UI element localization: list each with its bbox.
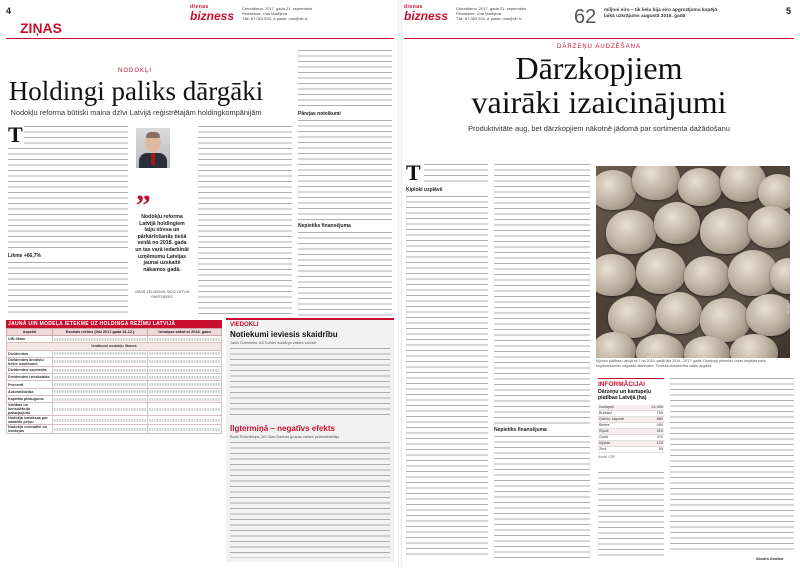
table-row: Kartupeļi 24 300 bbox=[599, 405, 663, 410]
subhead-box bbox=[494, 426, 590, 434]
right-text-col3-b bbox=[598, 472, 664, 558]
subhead-kiploki: Ķiploki uzplāvē bbox=[406, 187, 443, 193]
stat-number: 62 bbox=[574, 6, 597, 28]
subhead-parejas: Pārejas noteikumi bbox=[298, 111, 341, 117]
stat-text: miljoni eiro – tik liela bija eiro apgrozījuma kopējā laikā uzkrājums augustā 2016. gadā bbox=[604, 8, 718, 19]
tax-impact-table bbox=[6, 328, 222, 434]
meta-line: Redaktore: Una Malējeva bbox=[242, 11, 288, 16]
article-headline: Holdingi paliks dārgāki bbox=[8, 76, 264, 106]
brand-big: bizness bbox=[190, 9, 235, 23]
article-dropcap: T bbox=[8, 122, 23, 147]
table-row: Procenti bbox=[7, 381, 222, 388]
table-row: Dividendes izmaksātās bbox=[7, 374, 222, 381]
right-headline-line2: vairāki izaicinājumi bbox=[471, 84, 727, 120]
body-text-col1-b bbox=[8, 262, 128, 316]
table-band-row: Ienākumi nodokļu likmes bbox=[7, 343, 222, 350]
table-row: Kapitāla pieaugums bbox=[7, 396, 222, 403]
table-header: Izmaiņas sākot ar 2018. gadu bbox=[148, 329, 222, 336]
photo-credit: FOTO: DB bbox=[786, 300, 790, 315]
opinion-author-2: Bodo Rosinštejns, AS Glas Bankas grupas valdes priekšsēdētājs bbox=[230, 435, 340, 439]
info-source: Avots: CSP bbox=[598, 454, 616, 459]
right-header-meta bbox=[456, 6, 546, 21]
opinion-text-1 bbox=[230, 348, 390, 418]
section-label: ZIŅAS bbox=[20, 20, 62, 36]
body-text-col4 bbox=[298, 120, 392, 220]
opinion-text-2 bbox=[230, 442, 390, 558]
table-row: UIN likme bbox=[7, 336, 222, 343]
table-row: Bietes 450 bbox=[599, 423, 663, 428]
right-brand-logo bbox=[404, 5, 448, 22]
table-row: Gurķi 370 bbox=[599, 435, 663, 440]
right-article-kicker: DĀRZEŅU AUDZĒŠANA bbox=[556, 44, 641, 50]
tax-table-title: JAUNĀ UIN MODEĻA IETEKME UZ HOLDINGA REŽĪMU LATVIJĀ bbox=[6, 320, 222, 328]
body-text-col3 bbox=[198, 126, 292, 316]
article-byline: Sandra Dzalina bbox=[756, 557, 784, 561]
table-row: Vadības un konsultāciju pakalpojumi bbox=[7, 403, 222, 416]
table-row: Dividendes bbox=[7, 350, 222, 357]
table-row: Dividendes ārvalstu tiešie uzņēmumi bbox=[7, 357, 222, 366]
table-row: Autoratlīdzība bbox=[7, 388, 222, 395]
right-text-col1 bbox=[406, 196, 488, 558]
subhead-nepietiks: Nepietiks finansējuma bbox=[298, 223, 351, 229]
body-text-col1-top bbox=[24, 126, 128, 146]
photo-caption: Ķiploku platības Latvijā uz 1 ha 2016. gadā bija 2014.–2017. gadā. Dārzkopji pilnveido ražas iespējas pašu nepieciešamību saglabāt dārzeņiem. Tiesiskā aizsardzība valsts apgādā. bbox=[596, 359, 767, 368]
right-text-col2-b bbox=[494, 436, 590, 558]
right-page-number: 5 bbox=[786, 6, 792, 16]
opinion-headline-1: Notiekumi ieviesis skaidrību bbox=[230, 330, 338, 339]
pullquote-credit: JĀNIS ZELMENIS, BDO LATVIA PARTNERIS bbox=[134, 290, 190, 299]
left-header-meta bbox=[242, 6, 332, 21]
table-row: Burkāni 760 bbox=[599, 411, 663, 416]
subhead-box bbox=[298, 110, 392, 118]
table-row: Dividendes saņemtās bbox=[7, 366, 222, 373]
subhead-box bbox=[406, 186, 488, 194]
author-portrait bbox=[136, 128, 170, 168]
right-text-col4 bbox=[670, 378, 794, 554]
table-row: Nodokļu normatīvi un izmaiņas bbox=[7, 425, 222, 434]
brand-small: dienas bbox=[404, 4, 423, 10]
meta-line: Redaktore: Una Malējeva bbox=[456, 11, 502, 16]
table-row: Nodokļa izmaksas par sadalīto peļņu bbox=[7, 416, 222, 425]
right-text-col2 bbox=[494, 164, 590, 424]
left-brand-logo bbox=[190, 5, 234, 22]
section-rule bbox=[6, 38, 394, 39]
right-article-deck: Produktivitāte aug, bet dārzkopjiem nākotnē jādomā par sortimenta dažādošanu bbox=[468, 124, 730, 133]
right-dropcap: T bbox=[406, 160, 421, 185]
opinion-kicker: VIEDOKLI bbox=[230, 322, 259, 328]
subhead-box bbox=[298, 222, 392, 230]
brand-big: bizness bbox=[404, 9, 449, 23]
info-table bbox=[598, 405, 664, 453]
right-headline-line1: Dārzkopjiem bbox=[515, 50, 683, 86]
right-section-rule bbox=[404, 38, 794, 39]
brand-small: dienas bbox=[190, 4, 209, 10]
table-header: Aspekti bbox=[7, 329, 53, 336]
meta-line: Ceturtdiena, 2017. gada 21. septembris bbox=[242, 6, 313, 11]
table-row: Sīpoli 410 bbox=[599, 429, 663, 434]
info-title: Dārzeņu un kartupeļu platības Latvijā (ha) bbox=[598, 389, 652, 402]
body-text-col4-top bbox=[298, 50, 392, 108]
body-text-col4-b bbox=[298, 232, 392, 316]
subhead-nepietiks-right: Nepietiks finansējuma bbox=[494, 427, 547, 433]
article-deck: Nodokļu reforma būtiski maina dzīvi Latvijā reģistrētajām holdingkompānijām bbox=[10, 108, 262, 117]
left-page-number: 4 bbox=[6, 6, 12, 16]
page-gutter bbox=[398, 0, 402, 568]
quote-mark-icon: „ bbox=[136, 174, 151, 207]
garlic-photo bbox=[596, 166, 790, 358]
opinion-headline-2: Ilgtermiņā – negatīvs efekts bbox=[230, 424, 335, 433]
subhead-box bbox=[8, 252, 128, 260]
info-kicker: INFORMĀCIJAI bbox=[598, 378, 664, 388]
meta-line: Tālr. 67 063 533, e-pasts: una@db.lv bbox=[242, 16, 308, 21]
article-kicker: NODOKĻI bbox=[117, 68, 152, 74]
table-row: Zirņi 80 bbox=[599, 447, 663, 452]
opinion-author-1: Janis Ozernieks, AS Sobiet modārgs valdes locekle bbox=[230, 341, 317, 345]
subhead-likme: Likme +66,7% bbox=[8, 253, 41, 259]
table-row: Galviņ. kāposti 680 bbox=[599, 417, 663, 422]
meta-line: Tālr. 67 063 533, e-pasts: una@db.lv bbox=[456, 16, 522, 21]
meta-line: Ceturtdiena, 2017. gada 21. septembris bbox=[456, 6, 527, 11]
table-header: Esošais režīms (līdz 2017.gada 31.12.) bbox=[53, 329, 148, 336]
table-row: Ķiploki 120 bbox=[599, 441, 663, 446]
right-text-col1-top bbox=[424, 164, 488, 184]
pullquote: Nodokļu reforma Latvijā holdingiem laiju stresa un pārkārtošanās tiešā veidā no 2018. gada un tas varā iedarbināt uzņēmumu Latvijas jaunai uzskaitē nākamos gadā. bbox=[135, 214, 189, 273]
body-text-col1 bbox=[8, 148, 128, 250]
